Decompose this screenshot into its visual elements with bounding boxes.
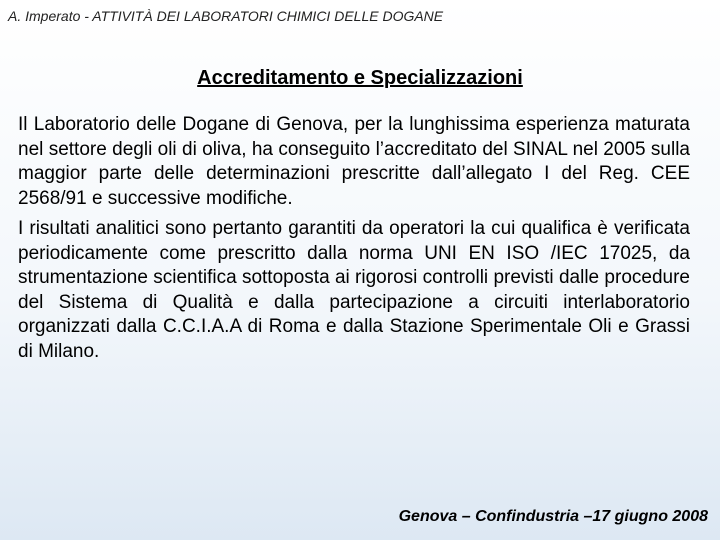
paragraph-accreditation: Il Laboratorio delle Dogane di Genova, per la lunghissima esperienza maturata nel settore degli oli di oliva, ha conseguito l’accreditato del SINAL nel 2005 sulla maggior parte delle determinazioni prescritte dall’allegato I del Reg. CEE 2568/91 e successive modifiche. (18, 114, 690, 209)
slide-title: Accreditamento e Specializzazioni (197, 67, 523, 89)
slide-body (18, 113, 690, 370)
slide-header: A. Imperato - ATTIVITÀ DEI LABORATORI CHIMICI DELLE DOGANE (8, 8, 444, 24)
paragraph-results: I risultati analitici sono pertanto garantiti da operatori la cui qualifica è verificata periodicamente come prescritto dalla norma UNI EN ISO /IEC 17025, da strumentazione scientifica sottoposta ai rigorosi controlli previsti dalle procedure del Sistema di Qualità e dalla partecipazione a circuiti interlaboratorio organizzati dalla C.C.I.A.A di Roma e dalla Stazione Sperimentale Oli e Grassi di Milano. (18, 218, 690, 362)
slide-footer: Genova – Confindustria –17 giugno 2008 (398, 508, 708, 525)
